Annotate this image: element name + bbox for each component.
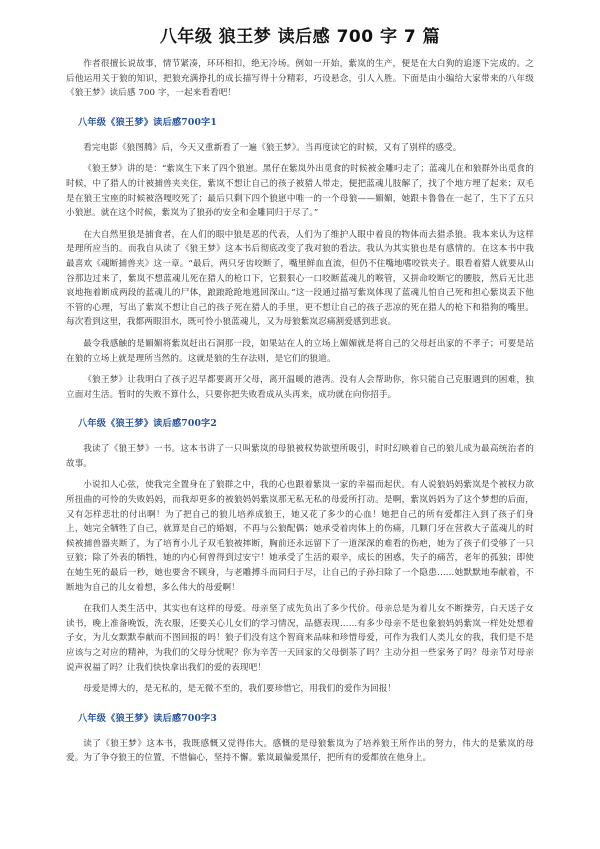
section-1-paragraph: 《狼王梦》让我明白了孩子迟早都要离开父母，离开温暖的港湾。没有人会帮助你，你只能自己克服遇到的困难，独立面对生活。暂时的失败不算什么，只要你把失败看成从头再来，成功就在向你招手。 (66, 375, 534, 400)
section-2-paragraph: 母爱是博大的，是无私的，是无微不至的，我们要珍惜它，用我们的爱作为回报！ (83, 684, 397, 695)
section-1-paragraph: 在大自然里狼是捕食者，在人们的眼中狼是恶的代表，人们为了维护人眼中着良的物体而去猎杀狼。我本来认为这样是理所应当的。而我自从读了《狼王梦》这本书后彻底改变了我对狼的看法。我认为其实狼也是有感情的。在这本书中我最喜欢《魂断捕兽夹》这一章。“最后，两只牙齿咬断了，嘴里鲜血直流，但仍不住嘴地嗜咬铁夹子。眼看着猎人就要从山谷那边过来了，紫岚不想蓝魂儿死在猎人的枪口下，它狠狠心一口咬断蓝魂儿的喉管，又拼命咬断它的腰肢，然后无比悲哀地拖着断成两段的蓝魂儿的尸体，踉踉跄跄地逃回深山。”这一段通过描写紫岚体现了蓝魂儿怕自己死和担心紫岚丢下他不管的心理，写出了紫岚不想让自己的孩子死在猎人的手里，更不想让自己的孩子悲凉的死在猎人的枪下和猎狗的嘴里。每次看到这里，我都两眼泪水，既可怜小狼蓝魂儿，又为母狼紫岚忍痛割爱感到悲哀。 (66, 229, 534, 328)
intro-paragraph: 作者很擅长说故事，情节紧凑，环环相扣，绝无冷场。例如一开始，紫岚的生产，便是在大白狗的追逐下完成的。之后他运用关于狼的知识，把狼充满挣扎的成长描写得十分精彩，巧设悬念，引人入胜。下面是由小编给大家带来的八年级《狼王梦》读后感 700 字，一起来看看吧！ (66, 59, 534, 99)
section-heading-2: 八年级《狼王梦》读后感700字2 (78, 418, 218, 430)
section-heading-3: 八年级《狼王梦》读后感700字3 (78, 712, 218, 724)
section-1-paragraph: 最令我感触的是媚媚将紫岚赶出石洞那一段，如果站在人的立场上媚媚就是将自己的父母赶出家的不孝子；可要是站在狼的立场上就是理所当然的。这就是狼的生存法则，是它们的狼道。 (66, 338, 534, 364)
section-2-paragraph: 我读了《狼王梦》一书。这本书讲了一只叫紫岚的母狼被权势欲望所吸引，时时幻映着自己的狼儿成为最高统治者的故事。 (66, 444, 534, 469)
section-1-paragraph: 《狼王梦》讲的是：“紫岚生下来了四个狼崽。黑仔在紫岚外出觅食的时候被金雕叼走了；蓝魂儿在和狼群外出觅食的时候，中了猎人的计被捕兽夹夹住，紫岚不想让自己的孩子被猎人带走，便把蓝魂儿肢解了，找了个地方埋了起来；双毛是在狼王宝座的时候被洛嘎咬死了；最后只剩下四个狼崽中唯一的一个母狼——媚媚，她跟卡鲁鲁在一起了，生下了五只小狼崽。就在这个时候，紫岚为了狼孙的安全和金雕同归于尽了。” (66, 164, 534, 219)
section-1-paragraph: 看完电影《狼图腾》后，今天又重新看了一遍《狼王梦》。当再度读它的时候，又有了别样的感受。 (83, 142, 462, 153)
section-2-paragraph: 在我们人类生活中，其实也有这样的母爱。母亲坚了成先负出了多少代价。母亲总是为着儿女不断操劳，白天送子女读书，晚上准备晚饭，洗衣服，还要关心儿女们的学习情况，品德表现……有多少母亲不是也象狼妈妈紫岚一样处处想着子女，为儿女默默奉献而不图回报的吗！狼子们没有这个智商来品味和珍惜母爱，可作为我们人类儿女的我，我们是不是应该与之对应的精神，为我们的父母分忧呢？你为辛苦一天回家的父母倒茶了吗？主动分担一些家务了吗？母亲节对母亲说声祝福了吗？让我们快快拿出我们的爱的表现吧！ (66, 604, 534, 673)
section-3-paragraph: 读了《狼王梦》这本书，我既感慨又觉得伟大。感慨的是母狼紫岚为了培养狼王所作出的努力，伟大的是紫岚的母爱。为了争夺狼王的位置，不惜偏心，坚持不懈。紫岚最偏爱黑仔，把所有的爱都放在他身上。 (66, 738, 534, 764)
document-title: 八年级 狼王梦 读后感 700 字 7 篇 (159, 27, 441, 47)
section-2-paragraph: 小说扣人心弦，使我完全置身在了狼群之中，我的心也跟着紫岚一家的幸福而起伏。有人说狼妈妈紫岚是个被权力欲所扭曲的可怜的失败妈妈，而我却更多的被狼妈妈紫岚那无私无私的母爱所打动。是啊，紫岚妈妈为了这个梦想的后面，又有怎样悲壮的付出啊！为了把自己的狼儿培养成狼王，她又花了多少的心血！她把自己的所有爱都注入到了孩子们身上，她完全牺牲了自己，就算是自己的婚姻，不再与公狼配偶；她承受着肉体上的伤痛，几颗门牙在营救大子蓝魂儿的时候被捕兽器夹断了，为了培育小儿子双毛狼被摔断，胸前还永远留下了一道深深的难看的伤疤，她为了孩子们受够了一只豆狼；除了外表的牺牲，她的内心何曾得到过安宁！她承受了生活的艰辛，成长的困惑，失子的痛苦，老年的孤独；即使在她生死的最后一秒，她也要舍不顾身，与老雕搏斗而同归于尽，让自己的子孙扫除了一个隐患……她默默地奉献着，不断地为自己的儿女着想，多么伟大的母爱啊！ (66, 480, 534, 593)
section-heading-1: 八年级《狼王梦》读后感700字1 (78, 116, 218, 128)
